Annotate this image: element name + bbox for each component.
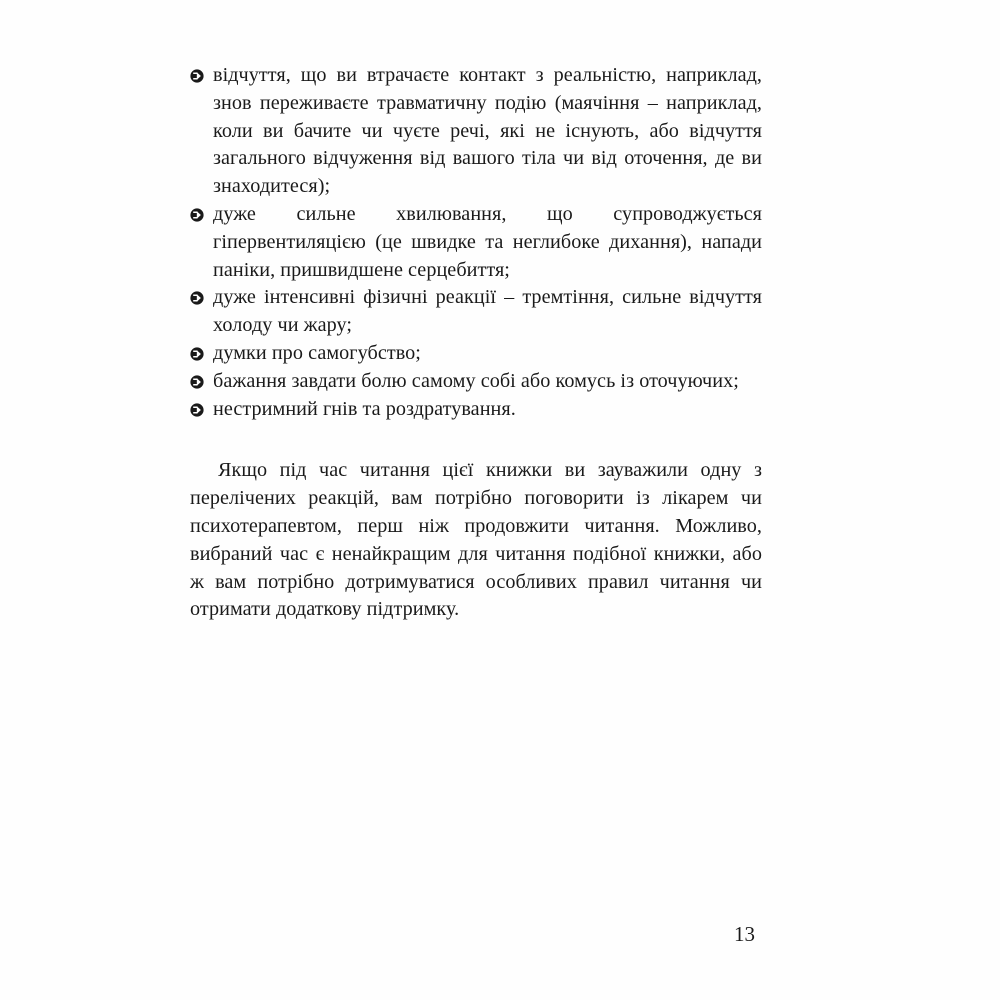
symptom-list [190, 62, 762, 423]
list-item [190, 201, 762, 284]
page-number: 13 [734, 922, 755, 946]
list-item [190, 62, 762, 201]
list-item [190, 368, 762, 396]
list-item [190, 340, 762, 368]
list-item-text: відчуття, що ви втрачаєте контакт з реальністю, наприклад, знов переживаєте травматичну подію (маячіння – наприклад, коли ви бачите чи чуєте речі, які не існують, або відчуття загального відчуження від вашого тіла чи від оточення, де ви знаходитеся); [213, 64, 762, 198]
list-item [190, 284, 762, 340]
list-item-text: дуже сильне хвилювання, що супроводжується гіпервентиляцією (це швидке та неглибоке дихання), напади паніки, пришвидшене серцебиття; [213, 202, 762, 281]
list-item-text: бажання завдати болю самому собі або комусь із оточуючих; [213, 369, 739, 392]
list-item-text: нестримний гнів та роздратування. [213, 397, 516, 420]
list-item-text: дуже інтенсивні фізичні реакції – тремтіння, сильне відчуття холоду чи жару; [213, 286, 762, 337]
circled-arrow-icon [190, 403, 204, 417]
circled-arrow-icon [190, 375, 204, 389]
list-item [190, 396, 762, 424]
circled-arrow-icon [190, 208, 204, 222]
circled-arrow-icon [190, 69, 204, 83]
body-paragraph: Якщо під час читання цієї книжки ви зауважили одну з перелічених реакцій, вам потрібно поговорити із лікарем чи психотерапевтом, перш ніж продовжити читання. Можливо, вибраний час є ненайкращим для читання подібної книжки, або ж вам потрібно дотримуватися особливих правил читання чи отримати додаткову підтримку. [190, 459, 762, 621]
circled-arrow-icon [190, 347, 204, 361]
circled-arrow-icon [190, 291, 204, 305]
list-item-text: думки про самогубство; [213, 341, 421, 364]
page-content [190, 62, 762, 624]
